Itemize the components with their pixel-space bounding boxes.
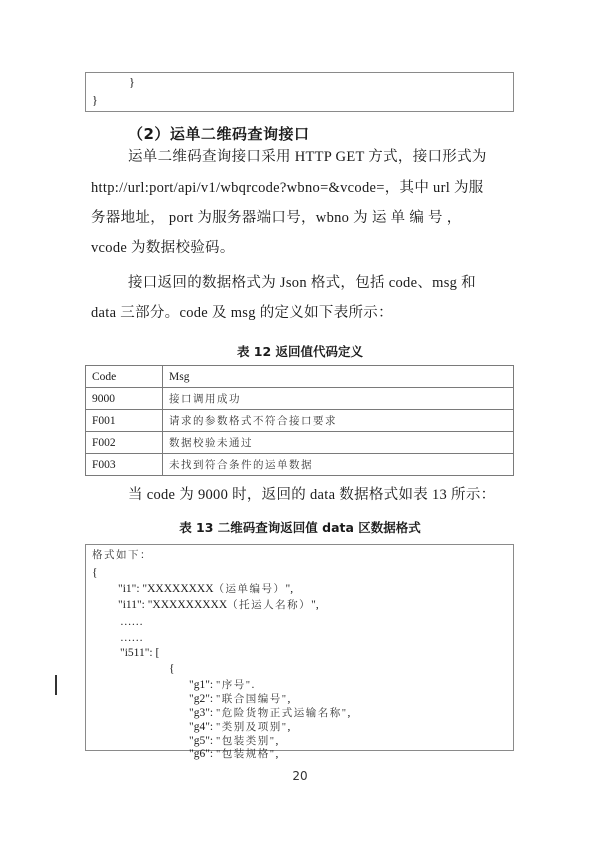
header-msg: Msg bbox=[163, 366, 514, 388]
inner-open-brace: { bbox=[169, 663, 175, 675]
field-i11: "i11": "XXXXXXXXX（托运人名称）", bbox=[118, 599, 319, 611]
table12-caption: 表 12 返回值代码定义 bbox=[236, 344, 364, 359]
header-code: Code bbox=[86, 366, 163, 388]
page-number: 20 bbox=[292, 769, 308, 783]
paragraph3: 当 code 为 9000 时，返回的 data 数据格式如表 13 所示： bbox=[128, 487, 496, 503]
field-i1: "i1": "XXXXXXXX（运单编号）", bbox=[118, 583, 294, 595]
data-format-box bbox=[85, 544, 514, 760]
field-g2: "g2": "联合国编号", bbox=[189, 693, 291, 705]
field-i511: "i511": [ bbox=[120, 647, 160, 659]
code-cell: F003 bbox=[86, 454, 163, 476]
table-row bbox=[86, 432, 514, 454]
field-g6: "g6": "包装规格", bbox=[189, 748, 279, 760]
msg-cell: 数据校验未通过 bbox=[163, 432, 514, 454]
table-header-row bbox=[86, 366, 514, 388]
field-g3: "g3": "危险货物正式运输名称", bbox=[189, 707, 351, 719]
field-g1: "g1": "序号". bbox=[189, 679, 255, 691]
code-cell: F002 bbox=[86, 432, 163, 454]
table-row bbox=[86, 388, 514, 410]
paragraph1-line: http://url:port/api/v1/wbqrcode?wbno=&vcode=，其中 url 为服 bbox=[91, 180, 484, 196]
msg-cell: 接口调用成功 bbox=[163, 388, 514, 410]
paragraph1-line: 运单二维码查询接口采用 HTTP GET 方式，接口形式为 bbox=[128, 149, 487, 165]
text-cursor-marker bbox=[55, 675, 57, 695]
paragraph2-line: 接口返回的数据格式为 Json 格式，包括 code、msg 和 bbox=[128, 275, 476, 291]
format-intro: 格式如下： bbox=[92, 550, 152, 561]
table13-caption: 表 13 二维码查询返回值 data 区数据格式 bbox=[179, 520, 421, 535]
field-g5: "g5": "包装类别", bbox=[189, 735, 279, 747]
return-code-table bbox=[85, 365, 514, 476]
ellipsis: …… bbox=[120, 632, 143, 644]
paragraph1-line: 务器地址， port 为服务器端口号，wbno 为 运 单 编 号 ， bbox=[91, 210, 462, 226]
code-box-top bbox=[85, 72, 514, 112]
open-brace: { bbox=[92, 567, 98, 579]
table-row bbox=[86, 454, 514, 476]
field-g4: "g4": "类别及项别", bbox=[189, 721, 291, 733]
section-heading: （2）运单二维码查询接口 bbox=[128, 125, 310, 143]
paragraph2-line: data 三部分。code 及 msg 的定义如下表所示： bbox=[91, 305, 393, 321]
table-row bbox=[86, 410, 514, 432]
code-cell: 9000 bbox=[86, 388, 163, 410]
closing-brace-outer: } bbox=[92, 93, 98, 107]
code-cell: F001 bbox=[86, 410, 163, 432]
ellipsis: …… bbox=[120, 616, 143, 628]
msg-cell: 请求的参数格式不符合接口要求 bbox=[163, 410, 514, 432]
closing-brace-inner: } bbox=[129, 75, 135, 89]
paragraph1-line: vcode 为数据校验码。 bbox=[91, 240, 235, 256]
msg-cell: 未找到符合条件的运单数据 bbox=[163, 454, 514, 476]
